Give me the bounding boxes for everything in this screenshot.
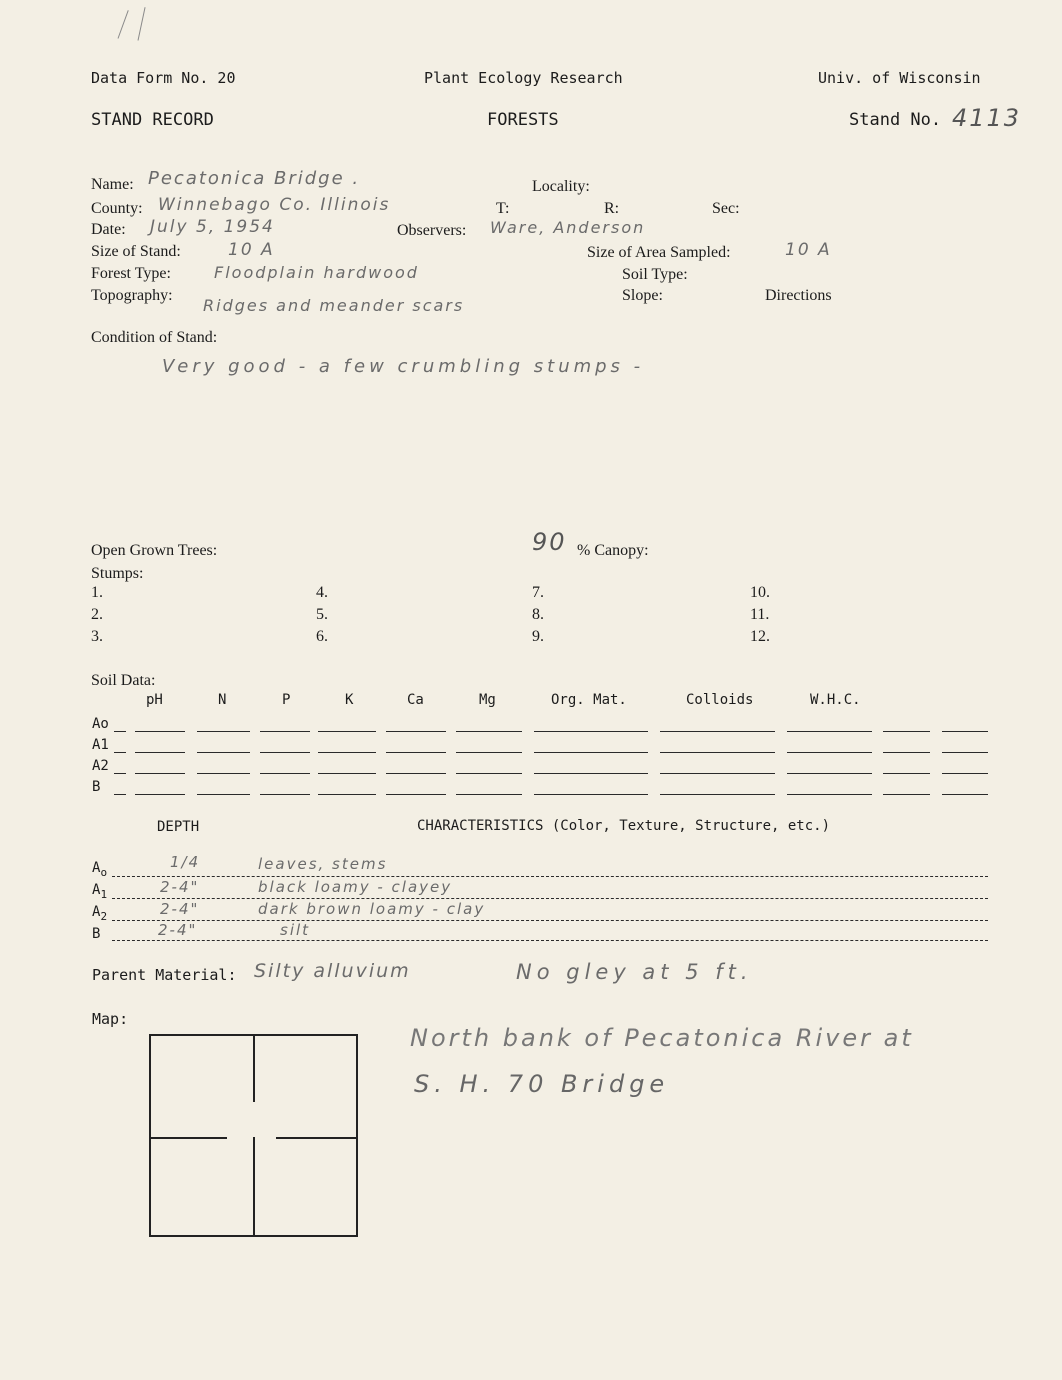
soil-blank-line: [386, 773, 446, 774]
soil-type-label: Soil Type:: [622, 266, 688, 283]
forest-type-value: Floodplain hardwood: [214, 263, 419, 282]
forest-type-label: Forest Type:: [91, 265, 171, 282]
parent-material-note: No gley at 5 ft.: [516, 960, 753, 984]
soil-blank-line: [114, 794, 126, 795]
horizon-characteristics: dark brown loamy - clay: [258, 900, 486, 918]
soil-blank-line: [456, 752, 522, 753]
stump-number: 2.: [91, 606, 103, 623]
soil-blank-line: [318, 773, 376, 774]
topography-value: Ridges and meander scars: [203, 296, 465, 315]
horizon-depth: 2-4": [158, 921, 198, 939]
map-note-line-2: S. H. 70 Bridge: [414, 1070, 670, 1098]
soil-column-header: pH: [146, 692, 163, 708]
pencil-mark: [138, 7, 146, 40]
county-label: County:: [91, 200, 143, 217]
observers-value: Ware, Anderson: [490, 218, 646, 237]
category: FORESTS: [487, 110, 559, 130]
t-label: T:: [496, 200, 510, 217]
condition-label: Condition of Stand:: [91, 329, 218, 346]
soil-column-header: Mg: [479, 692, 496, 708]
soil-blank-line: [386, 794, 446, 795]
horizon-characteristics: leaves, stems: [258, 855, 388, 873]
parent-material-label: Parent Material:: [92, 966, 237, 984]
soil-column-header: Colloids: [686, 692, 754, 708]
form-number: Data Form No. 20: [91, 69, 236, 87]
depth-label: DEPTH: [157, 819, 200, 835]
soil-blank-line: [318, 794, 376, 795]
name-label: Name:: [91, 176, 134, 193]
stand-number-value: 4113: [952, 104, 1022, 132]
size-of-stand-label: Size of Stand:: [91, 243, 181, 260]
stump-number: 11.: [750, 606, 770, 623]
soil-blank-line: [197, 794, 250, 795]
soil-row-label: B: [92, 779, 101, 795]
soil-blank-line: [114, 752, 126, 753]
soil-blank-line: [787, 752, 872, 753]
soil-blank-line: [197, 731, 250, 732]
parent-material-value: Silty alluvium: [254, 960, 411, 982]
soil-blank-line: [456, 794, 522, 795]
horizon-depth: 2-4": [160, 900, 200, 918]
soil-blank-line: [135, 773, 185, 774]
soil-blank-line: [660, 794, 775, 795]
soil-blank-line: [942, 752, 988, 753]
size-of-stand-value: 10 A: [228, 240, 275, 260]
pencil-mark: [118, 10, 129, 39]
slope-label: Slope:: [622, 287, 663, 304]
soil-row-label: Ao: [92, 716, 109, 732]
center-title: Plant Ecology Research: [424, 69, 623, 87]
soil-blank-line: [318, 752, 376, 753]
stump-number: 6.: [316, 628, 328, 645]
soil-blank-line: [456, 731, 522, 732]
date-value: July 5, 1954: [150, 217, 275, 237]
soil-row-label: A1: [92, 737, 109, 753]
soil-blank-line: [318, 731, 376, 732]
horizon-depth: 1/4: [170, 853, 201, 871]
horizon-characteristics: black loamy - clayey: [258, 878, 453, 896]
soil-blank-line: [883, 731, 930, 732]
map-cross-line: [253, 1137, 255, 1237]
university: Univ. of Wisconsin: [818, 69, 981, 87]
horizon-line: [112, 898, 988, 899]
soil-blank-line: [534, 731, 648, 732]
soil-blank-line: [942, 731, 988, 732]
soil-column-header: W.H.C.: [810, 692, 861, 708]
map-cross-line: [253, 1036, 255, 1102]
horizon-label: B: [92, 926, 101, 942]
horizon-line: [112, 920, 988, 921]
open-grown-trees-label: Open Grown Trees:: [91, 542, 218, 559]
soil-blank-line: [883, 794, 930, 795]
soil-blank-line: [135, 731, 185, 732]
soil-blank-line: [386, 752, 446, 753]
stand-number-label: Stand No.: [849, 110, 942, 130]
date-label: Date:: [91, 221, 126, 238]
horizon-characteristics: silt: [280, 921, 311, 939]
soil-column-header: P: [282, 692, 291, 708]
soil-blank-line: [660, 752, 775, 753]
map-cross-line: [276, 1137, 358, 1139]
horizon-line: [112, 940, 988, 941]
county-value: Winnebago Co. Illinois: [158, 195, 391, 215]
stumps-label: Stumps:: [91, 565, 144, 582]
characteristics-label: CHARACTERISTICS (Color, Texture, Structure, etc.): [417, 818, 831, 834]
stump-number: 9.: [532, 628, 544, 645]
record-type: STAND RECORD: [91, 110, 214, 130]
soil-blank-line: [534, 752, 648, 753]
soil-data-label: Soil Data:: [91, 672, 156, 689]
soil-blank-line: [260, 731, 310, 732]
soil-blank-line: [660, 773, 775, 774]
stump-number: 1.: [91, 584, 103, 601]
soil-blank-line: [260, 794, 310, 795]
soil-blank-line: [135, 752, 185, 753]
soil-blank-line: [114, 731, 126, 732]
stump-number: 4.: [316, 584, 328, 601]
soil-blank-line: [456, 773, 522, 774]
soil-blank-line: [787, 731, 872, 732]
horizon-label: $A_1$: [92, 882, 108, 901]
stump-number: 10.: [750, 584, 770, 601]
horizon-label: $A_o$: [92, 860, 108, 879]
topography-label: Topography:: [91, 287, 173, 304]
horizon-label: $A_2$: [92, 904, 108, 923]
soil-blank-line: [534, 794, 648, 795]
soil-blank-line: [197, 752, 250, 753]
directions-label: Directions: [765, 287, 832, 304]
stump-number: 12.: [750, 628, 770, 645]
soil-column-header: Ca: [407, 692, 424, 708]
stump-number: 5.: [316, 606, 328, 623]
name-value: Pecatonica Bridge .: [148, 168, 361, 189]
stump-number: 3.: [91, 628, 103, 645]
soil-blank-line: [260, 773, 310, 774]
canopy-value: 90: [532, 528, 567, 556]
canopy-label: % Canopy:: [577, 542, 649, 559]
condition-value: Very good - a few crumbling stumps -: [162, 356, 645, 377]
soil-blank-line: [114, 773, 126, 774]
soil-column-header: N: [218, 692, 227, 708]
soil-column-header: K: [345, 692, 354, 708]
soil-blank-line: [260, 752, 310, 753]
stump-number: 7.: [532, 584, 544, 601]
soil-blank-line: [942, 794, 988, 795]
horizon-line: [112, 876, 988, 877]
map-label: Map:: [92, 1010, 129, 1028]
stump-number: 8.: [532, 606, 544, 623]
observers-label: Observers:: [397, 222, 467, 239]
soil-blank-line: [787, 794, 872, 795]
soil-blank-line: [660, 731, 775, 732]
horizon-depth: 2-4": [160, 878, 200, 896]
size-of-area-value: 10 A: [785, 240, 832, 260]
soil-blank-line: [135, 794, 185, 795]
size-of-area-label: Size of Area Sampled:: [587, 244, 731, 261]
locality-label: Locality:: [532, 178, 590, 195]
soil-blank-line: [883, 773, 930, 774]
map-cross-line: [151, 1137, 227, 1139]
r-label: R:: [604, 200, 620, 217]
map-frame: [149, 1034, 358, 1237]
soil-blank-line: [942, 773, 988, 774]
soil-blank-line: [534, 773, 648, 774]
soil-blank-line: [197, 773, 250, 774]
soil-blank-line: [883, 752, 930, 753]
soil-blank-line: [787, 773, 872, 774]
soil-row-label: A2: [92, 758, 109, 774]
map-note-line-1: North bank of Pecatonica River at: [410, 1024, 914, 1052]
sec-label: Sec:: [712, 200, 740, 217]
soil-blank-line: [386, 731, 446, 732]
soil-column-header: Org. Mat.: [551, 692, 627, 708]
